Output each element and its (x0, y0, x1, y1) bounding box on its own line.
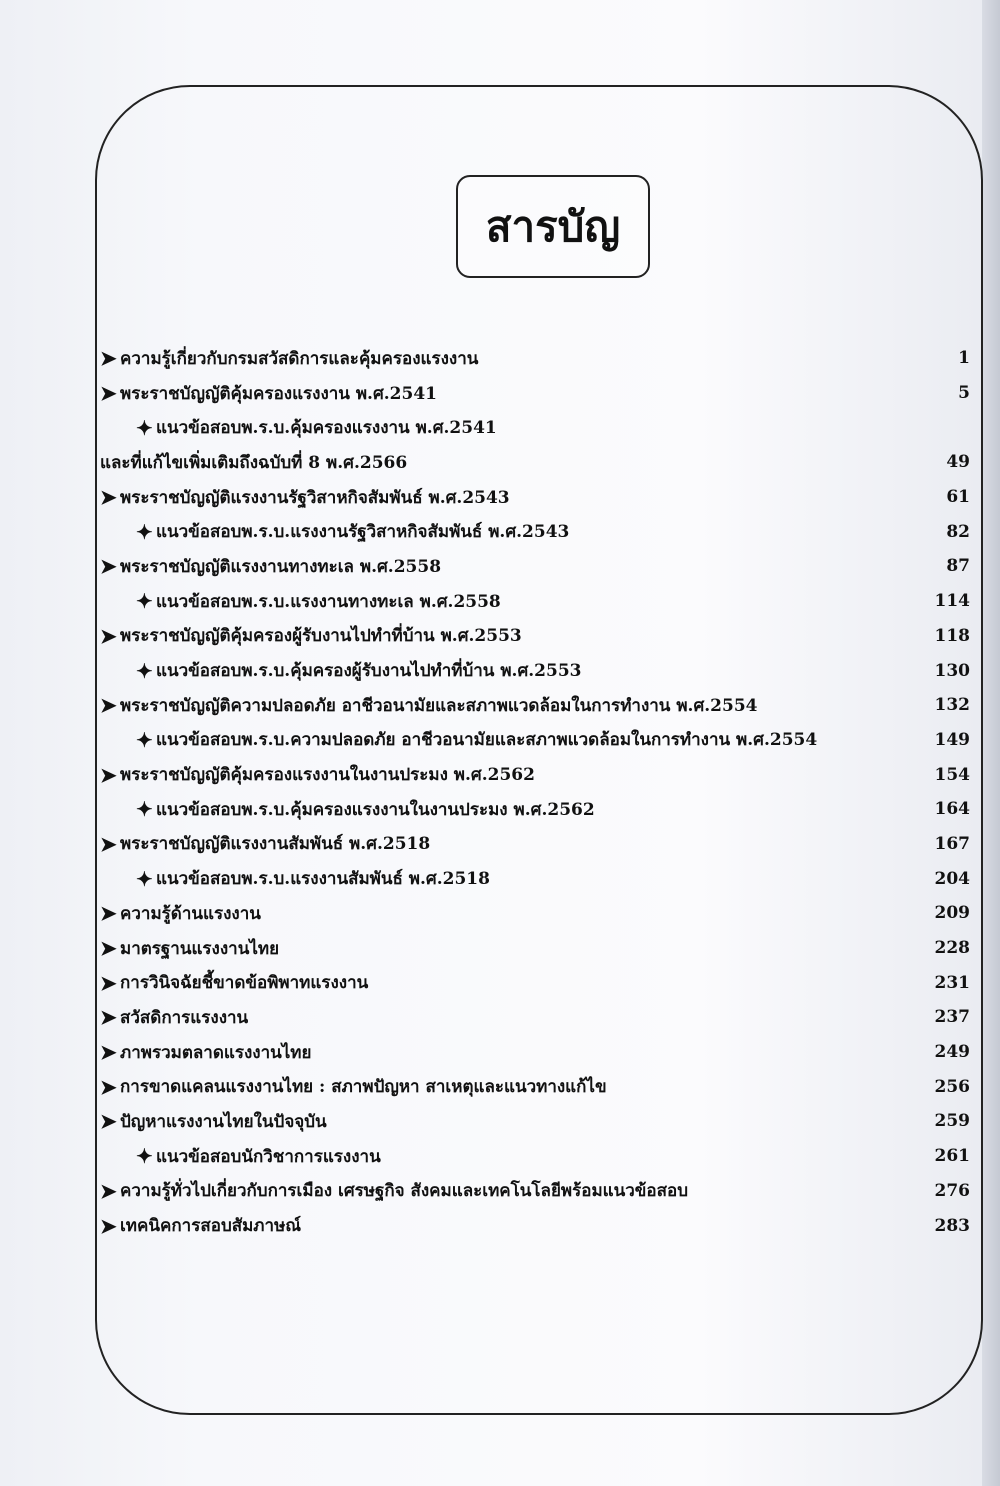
table-of-contents (100, 341, 970, 1243)
toc-page-number: 231 (934, 972, 970, 993)
toc-entry (100, 549, 970, 584)
arrow-bullet-icon: ➤ (100, 1109, 117, 1134)
toc-entry (100, 1174, 970, 1209)
toc-entry (100, 827, 970, 862)
toc-entry-label: การขาดแคลนแรงงานไทย : สภาพปัญหา สาเหตุและแนวทางแก้ไข (120, 1077, 607, 1098)
toc-entry (100, 619, 970, 654)
star-bullet-icon: ✦ (136, 589, 153, 614)
toc-entry-label: เทคนิคการสอบสัมภาษณ์ (120, 1216, 302, 1237)
toc-page-number: 237 (934, 1007, 970, 1028)
toc-entry-label: พระราชบัญญัติคุ้มครองผู้รับงานไปทำที่บ้าน พ.ศ.2553 (120, 626, 522, 647)
toc-entry (100, 896, 970, 931)
toc-page-number: 228 (934, 938, 970, 959)
toc-entry (100, 723, 970, 758)
arrow-bullet-icon: ➤ (100, 554, 117, 579)
star-bullet-icon: ✦ (136, 415, 153, 440)
toc-entry-label: พระราชบัญญัติคุ้มครองแรงงานในงานประมง พ.ศ.2562 (120, 765, 535, 786)
arrow-bullet-icon: ➤ (100, 901, 117, 926)
toc-page-number: 61 (946, 487, 970, 508)
toc-entry-label: แนวข้อสอบพ.ร.บ.แรงงานสัมพันธ์ พ.ศ.2518 (156, 869, 490, 890)
toc-entry-label: แนวข้อสอบพ.ร.บ.ความปลอดภัย อาชีวอนามัยและสภาพแวดล้อมในการทำงาน พ.ศ.2554 (156, 730, 818, 751)
toc-entry (100, 792, 970, 827)
toc-entry (100, 1139, 970, 1174)
arrow-bullet-icon: ➤ (100, 1005, 117, 1030)
toc-entry-label: แนวข้อสอบพ.ร.บ.คุ้มครองผู้รับงานไปทำที่บ้าน พ.ศ.2553 (156, 661, 582, 682)
toc-page-number: 276 (934, 1180, 970, 1201)
toc-entry (100, 514, 970, 549)
toc-entry (100, 376, 970, 411)
toc-page-number: 49 (946, 452, 970, 473)
toc-page-number: 259 (934, 1111, 970, 1132)
toc-entry-label: ความรู้เกี่ยวกับกรมสวัสดิการและคุ้มครองแรงงาน (120, 348, 479, 369)
toc-entry (100, 861, 970, 896)
toc-page-number: 209 (934, 903, 970, 924)
toc-entry (100, 931, 970, 966)
toc-entry (100, 757, 970, 792)
toc-page-number: 283 (934, 1215, 970, 1236)
toc-entry-label: พระราชบัญญัติแรงงานสัมพันธ์ พ.ศ.2518 (120, 834, 431, 855)
toc-entry-label: และที่แก้ไขเพิ่มเติมถึงฉบับที่ 8 พ.ศ.2566 (100, 452, 408, 473)
arrow-bullet-icon: ➤ (100, 1040, 117, 1065)
arrow-bullet-icon: ➤ (100, 762, 117, 787)
toc-entry-label: พระราชบัญญัติแรงงานรัฐวิสาหกิจสัมพันธ์ พ.ศ.2543 (120, 487, 510, 508)
toc-page-number: 132 (934, 695, 970, 716)
star-bullet-icon: ✦ (136, 519, 153, 544)
toc-entry (100, 1069, 970, 1104)
arrow-bullet-icon: ➤ (100, 693, 117, 718)
star-bullet-icon: ✦ (136, 727, 153, 752)
toc-entry (100, 584, 970, 619)
toc-entry-label: การวินิจฉัยชี้ขาดข้อพิพาทแรงงาน (120, 973, 369, 994)
toc-entry (100, 1208, 970, 1243)
toc-entry-label: พระราชบัญญัติแรงงานทางทะเล พ.ศ.2558 (120, 556, 442, 577)
toc-page-number: 5 (958, 383, 970, 404)
arrow-bullet-icon: ➤ (100, 485, 117, 510)
arrow-bullet-icon: ➤ (100, 381, 117, 406)
toc-entry (100, 410, 970, 445)
toc-page-number: 154 (934, 764, 970, 785)
toc-page-number: 164 (934, 799, 970, 820)
toc-entry (100, 1000, 970, 1035)
toc-entry (100, 688, 970, 723)
toc-entry-label: แนวข้อสอบพ.ร.บ.คุ้มครองแรงงานในงานประมง พ.ศ.2562 (156, 799, 595, 820)
toc-entry (100, 341, 970, 376)
star-bullet-icon: ✦ (136, 866, 153, 891)
toc-page-number: 167 (934, 833, 970, 854)
toc-entry (100, 480, 970, 515)
arrow-bullet-icon: ➤ (100, 623, 117, 648)
title-box (456, 175, 650, 278)
toc-entry-label: ความรู้ทั่วไปเกี่ยวกับการเมือง เศรษฐกิจ สังคมและเทคโนโลยีพร้อมแนวข้อสอบ (120, 1181, 688, 1202)
toc-entry-label: แนวข้อสอบพ.ร.บ.แรงงานทางทะเล พ.ศ.2558 (156, 591, 501, 612)
toc-page-number: 204 (934, 868, 970, 889)
arrow-bullet-icon: ➤ (100, 1178, 117, 1203)
arrow-bullet-icon: ➤ (100, 1213, 117, 1238)
toc-entry-label: แนวข้อสอบพ.ร.บ.คุ้มครองแรงงาน พ.ศ.2541 (156, 418, 497, 439)
toc-entry (100, 1035, 970, 1070)
toc-page-number: 82 (946, 521, 970, 542)
toc-entry-label: ภาพรวมตลาดแรงงานไทย (120, 1042, 312, 1063)
toc-entry-label: แนวข้อสอบนักวิชาการแรงงาน (156, 1146, 381, 1167)
arrow-bullet-icon: ➤ (100, 831, 117, 856)
toc-entry-label: ปัญหาแรงงานไทยในปัจจุบัน (120, 1111, 327, 1132)
toc-page-number: 149 (934, 729, 970, 750)
toc-page-number: 118 (934, 625, 970, 646)
page-edge-shadow (982, 0, 1000, 1486)
star-bullet-icon: ✦ (136, 797, 153, 822)
toc-page-number: 87 (946, 556, 970, 577)
toc-entry (100, 965, 970, 1000)
toc-entry-label: ความรู้ด้านแรงงาน (120, 903, 261, 924)
toc-page-number: 249 (934, 1042, 970, 1063)
toc-entry-label: แนวข้อสอบพ.ร.บ.แรงงานรัฐวิสาหกิจสัมพันธ์ พ.ศ.2543 (156, 522, 570, 543)
star-bullet-icon: ✦ (136, 1144, 153, 1169)
arrow-bullet-icon: ➤ (100, 1074, 117, 1099)
toc-entry-label: สวัสดิการแรงงาน (120, 1007, 249, 1028)
toc-entry (100, 445, 970, 480)
toc-entry-label: พระราชบัญญัติคุ้มครองแรงงาน พ.ศ.2541 (120, 383, 437, 404)
star-bullet-icon: ✦ (136, 658, 153, 683)
arrow-bullet-icon: ➤ (100, 936, 117, 961)
toc-entry (100, 653, 970, 688)
toc-entry-label: มาตรฐานแรงงานไทย (120, 938, 280, 959)
toc-page-number: 256 (934, 1076, 970, 1097)
toc-entry-label: พระราชบัญญัติความปลอดภัย อาชีวอนามัยและสภาพแวดล้อมในการทำงาน พ.ศ.2554 (120, 695, 758, 716)
arrow-bullet-icon: ➤ (100, 346, 117, 371)
page-title: สารบัญ (485, 201, 621, 251)
toc-page-number: 114 (934, 591, 970, 612)
toc-page-number: 261 (934, 1146, 970, 1167)
toc-page-number: 130 (934, 660, 970, 681)
arrow-bullet-icon: ➤ (100, 970, 117, 995)
toc-page-number: 1 (958, 348, 970, 369)
toc-entry (100, 1104, 970, 1139)
